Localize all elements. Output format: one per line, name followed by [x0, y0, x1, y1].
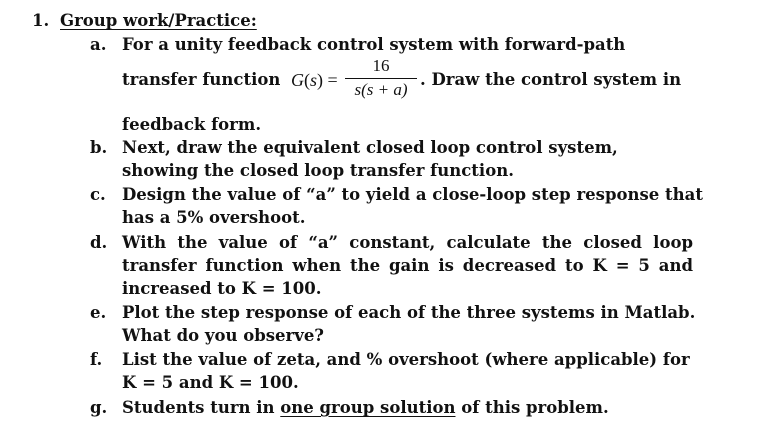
transfer-function-denominator: s(s + a)	[354, 80, 408, 99]
item-b-text: showing the closed loop transfer function.	[122, 161, 514, 180]
transfer-function-numerator: 16	[372, 56, 390, 75]
question-number: 1.	[32, 11, 50, 30]
item-d-text: transfer function when the gain is decreased to K = 5 and	[122, 256, 693, 275]
item-e-marker: e.	[90, 303, 107, 322]
item-e-text: Plot the step response of each of the three systems in Matlab.	[122, 303, 696, 322]
item-a-marker: a.	[90, 35, 107, 54]
item-e-text: What do you observe?	[122, 326, 324, 345]
item-g-underlined: one group solution	[280, 398, 456, 417]
item-d-text: With the value of “a” constant, calculate the closed loop	[122, 233, 693, 252]
item-b-marker: b.	[90, 138, 108, 157]
section-title: Group work/Practice:	[60, 11, 257, 30]
item-c-text: has a 5% overshoot.	[122, 208, 306, 227]
item-d-text: increased to K = 100.	[122, 279, 322, 298]
item-a-tail: . Draw the control system in	[420, 70, 682, 89]
transfer-function-lhs: G(s) =	[291, 70, 338, 90]
item-c-text: Design the value of “a” to yield a close-loop step response that	[122, 185, 703, 204]
item-f-text: List the value of zeta, and % overshoot (where applicable) for	[122, 350, 690, 369]
item-g-text	[122, 397, 609, 419]
item-a-text: feedback form.	[122, 115, 262, 134]
item-g-after: of this problem.	[455, 398, 609, 417]
item-a-tf-label: transfer function	[122, 70, 281, 89]
item-c-marker: c.	[90, 185, 106, 204]
item-b-text: Next, draw the equivalent closed loop control system,	[122, 138, 618, 157]
item-f-text: K = 5 and K = 100.	[122, 373, 299, 392]
item-f-marker: f.	[90, 350, 103, 369]
item-g-before: Students turn in	[122, 398, 281, 417]
item-g-marker: g.	[90, 398, 108, 417]
transfer-function-fraction	[345, 56, 417, 106]
item-d-marker: d.	[90, 233, 108, 252]
item-a-text: For a unity feedback control system with forward-path	[122, 35, 626, 54]
